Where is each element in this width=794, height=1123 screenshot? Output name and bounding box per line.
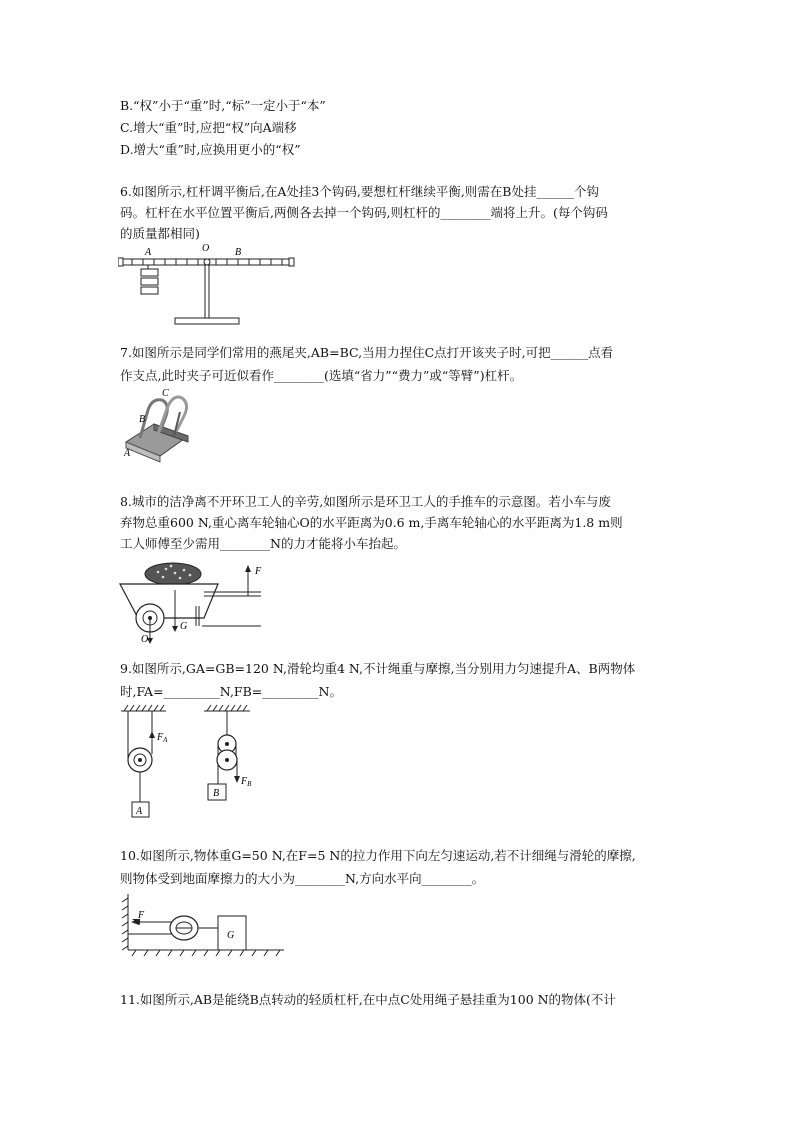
- fig8-label-f: F: [255, 566, 262, 577]
- binder-clip-figure: [118, 384, 208, 466]
- q6-line3: 的质量都相同): [120, 226, 200, 241]
- lever-figure: [118, 240, 303, 328]
- fig8-label-o: O: [141, 634, 149, 645]
- fig6-label-a: A: [145, 247, 152, 258]
- fig9-label-b: B: [213, 788, 220, 799]
- q6-line2: 码。杠杆在水平位置平衡后,两侧各去掉一个钩码,则杠杆的________端将上升。(每个钩码: [120, 205, 608, 220]
- fig10-label-g: G: [227, 930, 235, 941]
- q8-line3: 工人师傅至少需用________N的力才能将小车抬起。: [120, 536, 406, 551]
- q8-line2: 弃物总重600 N,重心离车轮轴心O的水平距离为0.6 m,手离车轮轴心的水平距离为1.8 m则: [120, 515, 623, 530]
- q7-line2: 作支点,此时夹子可近似看作________(选填“省力”“费力”或“等臂”)杠杆。: [120, 368, 523, 383]
- fig9-label-fa: $F_A$: [157, 732, 168, 744]
- q6-line1: 6.如图所示,杠杆调平衡后,在A处挂3个钩码,要想杠杆继续平衡,则需在B处挂______个钩: [120, 184, 599, 199]
- q7-line1: 7.如图所示是同学们常用的燕尾夹,AB=BC,当用力捏住C点打开该夹子时,可把______点看: [120, 345, 614, 360]
- q10-line1: 10.如图所示,物体重G=50 N,在F=5 N的拉力作用下向左匀速运动,若不计细绳与滑轮的摩擦,: [120, 848, 636, 863]
- q9-line2: 时,FA=_________N,FB=_________N。: [120, 684, 342, 699]
- option-b: B.“权”小于“重”时,“标”一定小于“本”: [120, 98, 326, 113]
- option-c: C.增大“重”时,应把“权”向A端移: [120, 120, 297, 135]
- q11-line1: 11.如图所示,AB是能绕B点转动的轻质杠杆,在中点C处用绳子悬挂重为100 N的物体(不计: [120, 992, 616, 1007]
- q8-line1: 8.城市的洁净离不开环卫工人的辛劳,如图所示是环卫工人的手推车的示意图。若小车与废: [120, 494, 611, 509]
- q9-line1: 9.如图所示,GA=GB=120 N,滑轮均重4 N,不计绳重与摩擦,当分别用力匀速提升A、B两物体: [120, 661, 636, 676]
- fig7-label-c: C: [162, 388, 169, 399]
- fig7-label-a: A: [124, 448, 131, 459]
- fig9-label-fb: $F_B$: [241, 776, 252, 788]
- fig9-label-a: A: [136, 806, 143, 817]
- fig7-label-b: B: [139, 414, 146, 425]
- q10-line2: 则物体受到地面摩擦力的大小为________N,方向水平向________。: [120, 871, 485, 886]
- wheelbarrow-figure: [118, 560, 268, 648]
- fig10-label-f: F: [138, 910, 145, 921]
- option-d: D.增大“重”时,应换用更小的“权”: [120, 142, 301, 157]
- horizontal-pulley-figure: [118, 892, 288, 964]
- fig6-label-b: B: [235, 247, 242, 258]
- fig8-label-g: G: [180, 621, 188, 632]
- pulley-figure: [118, 702, 268, 820]
- fig6-label-o: O: [202, 243, 210, 254]
